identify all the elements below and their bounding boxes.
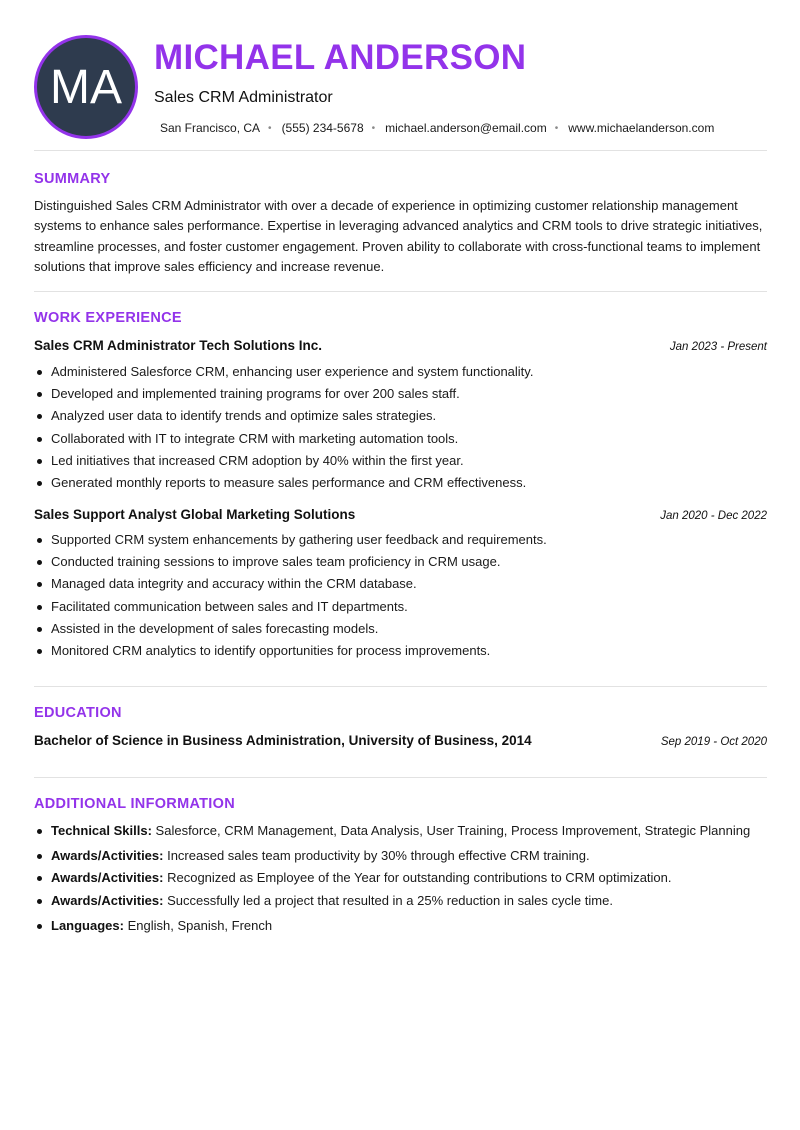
item-label: Awards/Activities: <box>51 870 164 886</box>
list-item <box>34 820 767 842</box>
education-dates: Sep 2019 - Oct 2020 <box>660 736 767 748</box>
item-text: English, Spanish, French <box>127 917 273 933</box>
separator-dot: • <box>554 122 559 134</box>
job-dates: Jan 2023 - Present <box>669 341 767 353</box>
item-label: Technical Skills: <box>51 823 152 838</box>
item-label: Awards/Activities: <box>51 848 164 864</box>
list-item <box>34 845 767 867</box>
divider <box>34 686 767 687</box>
divider <box>34 150 767 151</box>
item-label: Languages: <box>51 917 124 933</box>
list-item: Managed data integrity and accuracy within the CRM database. <box>34 573 767 595</box>
contact-location: San Francisco, CA <box>160 121 261 135</box>
education-entry <box>34 733 767 748</box>
divider <box>34 291 767 292</box>
candidate-title: Sales CRM Administrator <box>154 89 333 106</box>
list-item: Conducted training sessions to improve sales team proficiency in CRM usage. <box>34 551 767 573</box>
education-heading: EDUCATION <box>34 705 122 721</box>
list-item: Administered Salesforce CRM, enhancing user experience and system functionality. <box>34 361 767 383</box>
list-item: Developed and implemented training programs for over 200 sales staff. <box>34 383 767 405</box>
avatar-initials: MA <box>50 60 122 114</box>
list-item <box>34 890 767 912</box>
candidate-name: MICHAEL ANDERSON <box>154 38 527 77</box>
item-label: Awards/Activities: <box>51 892 164 908</box>
job-dates: Jan 2020 - Dec 2022 <box>660 510 767 522</box>
summary-heading: SUMMARY <box>34 171 111 187</box>
job-role: Sales Support Analyst Global Marketing Solutions <box>34 507 356 522</box>
summary-text: Distinguished Sales CRM Administrator with over a decade of experience in optimizing customer relationship management systems to enhance sales performance. Expertise in leveraging advanced analytics and CRM tools to drive strategic initiatives, streamline processes, and foster customer engagement. Proven ability to collaborate with cross-functional teams to implement solutions that improve sales efficiency and increase revenue. <box>34 198 763 274</box>
contact-line <box>160 121 714 135</box>
divider <box>34 777 767 778</box>
list-item: Analyzed user data to identify trends and optimize sales strategies. <box>34 405 767 427</box>
item-text: Increased sales team productivity by 30% through effective CRM training. <box>167 848 590 864</box>
separator-dot: • <box>268 122 272 134</box>
experience-heading: WORK EXPERIENCE <box>34 310 182 326</box>
job-bullets <box>34 361 767 494</box>
list-item <box>34 867 767 889</box>
job-role: Sales CRM Administrator Tech Solutions Inc. <box>34 338 323 353</box>
job-bullets <box>34 529 767 662</box>
list-item <box>34 915 767 937</box>
list-item: Supported CRM system enhancements by gathering user feedback and requirements. <box>34 529 767 551</box>
contact-email[interactable]: michael.anderson@email.com <box>385 121 547 135</box>
list-item: Facilitated communication between sales and IT departments. <box>34 596 767 618</box>
item-text: Successfully led a project that resulted in a 25% reduction in sales cycle time. <box>167 892 613 908</box>
list-item: Led initiatives that increased CRM adoption by 40% within the first year. <box>34 450 767 472</box>
avatar <box>34 35 138 139</box>
contact-website[interactable]: www.michaelanderson.com <box>568 121 715 135</box>
education-degree: Bachelor of Science in Business Administration, University of Business, 2014 <box>34 733 532 748</box>
additional-heading: ADDITIONAL INFORMATION <box>34 796 235 812</box>
list-item: Generated monthly reports to measure sales performance and CRM effectiveness. <box>34 472 767 494</box>
job-header <box>34 507 767 522</box>
item-text: Salesforce, CRM Management, Data Analysis, User Training, Process Improvement, Strategic Planning <box>155 823 751 838</box>
list-item: Collaborated with IT to integrate CRM with marketing automation tools. <box>34 428 767 450</box>
item-text: Recognized as Employee of the Year for outstanding contributions to CRM optimization. <box>167 870 672 886</box>
contact-phone: (555) 234-5678 <box>281 121 364 135</box>
job-header <box>34 338 767 353</box>
list-item: Assisted in the development of sales forecasting models. <box>34 618 767 640</box>
additional-list <box>34 820 767 937</box>
separator-dot: • <box>371 122 376 134</box>
list-item: Monitored CRM analytics to identify opportunities for process improvements. <box>34 640 767 662</box>
